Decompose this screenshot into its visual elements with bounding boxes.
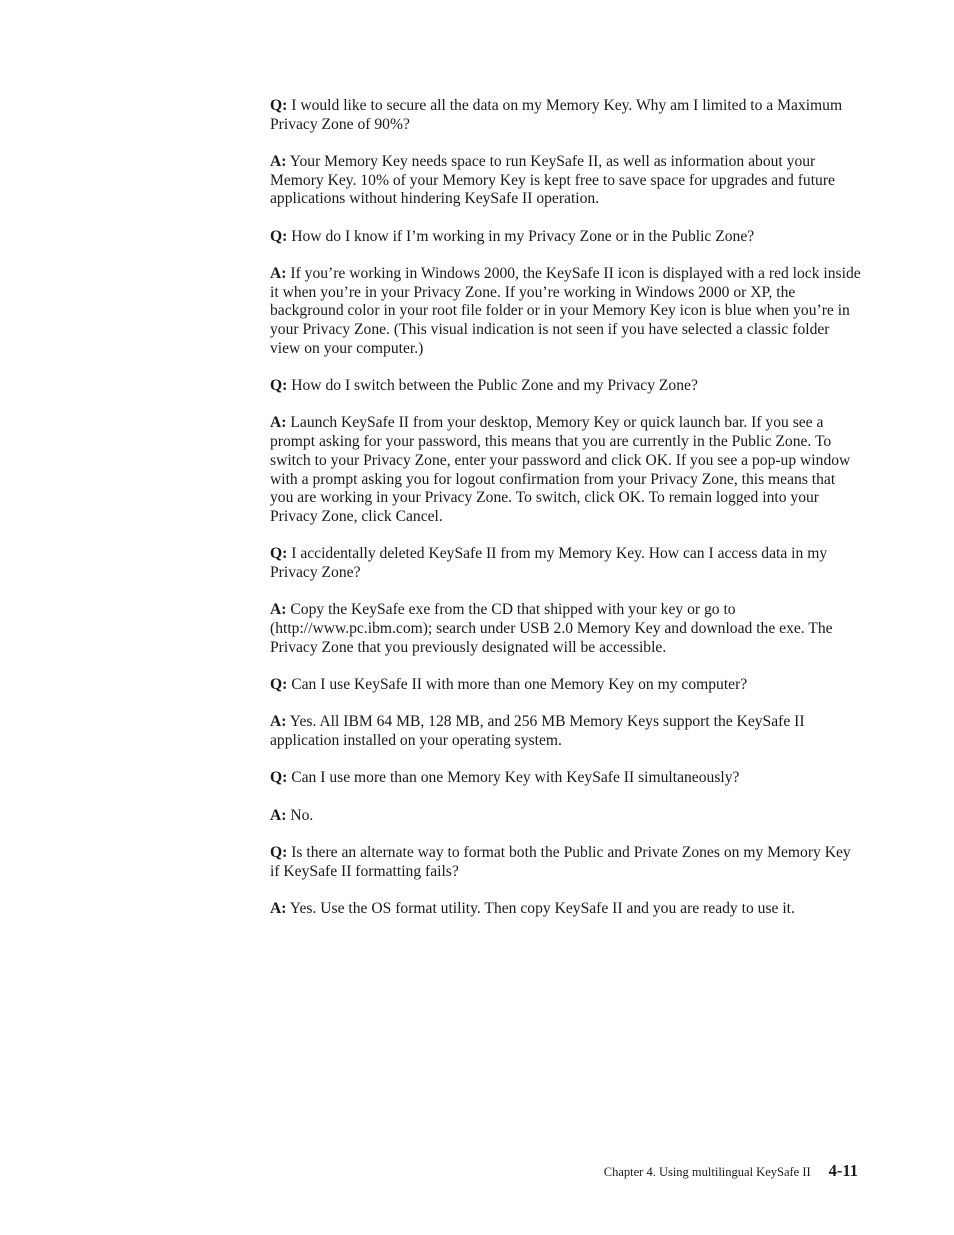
answer-text: Yes. All IBM 64 MB, 128 MB, and 256 MB Memory Keys support the KeySafe II application installed on your operating system.	[270, 713, 805, 749]
faq-question	[270, 228, 862, 247]
faq-question	[270, 545, 862, 582]
footer-chapter-title: Chapter 4. Using multilingual KeySafe II	[603, 1165, 811, 1179]
answer-text: If you’re working in Windows 2000, the KeySafe II icon is displayed with a red lock inside it when you’re in your Privacy Zone. If you’re working in Windows 2000 or XP, the background color in your root file folder or in your Memory Key icon is blue when you’re in your Privacy Zone. (This visual indication is not seen if you have selected a classic folder view on your computer.)	[270, 265, 861, 357]
faq-answer	[270, 153, 862, 209]
answer-label: A:	[270, 806, 287, 824]
answer-label: A:	[270, 601, 287, 619]
faq-answer	[270, 900, 862, 919]
faq-content	[270, 97, 862, 937]
question-label: Q:	[270, 545, 288, 563]
faq-answer	[270, 414, 862, 526]
answer-text: Launch KeySafe II from your desktop, Memory Key or quick launch bar. If you see a prompt asking for your password, this means that you are currently in the Public Zone. To switch to your Privacy Zone, enter your password and click OK. If you see a pop-up window with a prompt asking you for logout confirmation from your Privacy Zone, this means that you are working in your Privacy Zone. To switch, click OK. To remain logged into your Privacy Zone, click Cancel.	[270, 414, 851, 525]
answer-label: A:	[270, 265, 287, 282]
question-text: I would like to secure all the data on my Memory Key. Why am I limited to a Maximum Privacy Zone of 90%?	[270, 97, 843, 133]
page-footer	[604, 1161, 858, 1181]
page-number: 4-11	[828, 1161, 858, 1180]
faq-question	[270, 769, 862, 788]
faq-question	[270, 844, 862, 881]
question-text: How do I switch between the Public Zone and my Privacy Zone?	[291, 377, 698, 395]
question-text: Can I use KeySafe II with more than one Memory Key on my computer?	[291, 675, 748, 693]
question-label: Q:	[270, 769, 288, 787]
question-label: Q:	[270, 377, 288, 395]
answer-label: A:	[270, 414, 287, 432]
faq-answer	[270, 807, 862, 826]
question-text: Is there an alternate way to format both the Public and Private Zones on my Memory Key if KeySafe II formatting fails?	[270, 843, 851, 880]
answer-label: A:	[270, 899, 287, 917]
answer-text: No.	[290, 806, 314, 824]
faq-question	[270, 97, 862, 134]
faq-answer	[270, 265, 862, 359]
question-label: Q:	[270, 97, 288, 114]
answer-text: Yes. Use the OS format utility. Then copy KeySafe II and you are ready to use it.	[289, 899, 795, 917]
question-text: How do I know if I’m working in my Privacy Zone or in the Public Zone?	[291, 227, 755, 245]
faq-answer	[270, 713, 862, 750]
question-label: Q:	[270, 843, 288, 861]
faq-question	[270, 377, 862, 396]
question-label: Q:	[270, 227, 288, 245]
question-text: Can I use more than one Memory Key with KeySafe II simultaneously?	[291, 769, 740, 787]
answer-label: A:	[270, 153, 287, 170]
answer-text: Copy the KeySafe exe from the CD that shipped with your key or go to (http://www.pc.ibm.com); search under USB 2.0 Memory Key and download the exe. The Privacy Zone that you previously designated will be accessible.	[270, 601, 833, 656]
answer-text: Your Memory Key needs space to run KeySafe II, as well as information about your Memory Key. 10% of your Memory Key is kept free to save space for upgrades and future applications without hindering KeySafe II operation.	[270, 153, 835, 208]
question-text: I accidentally deleted KeySafe II from my Memory Key. How can I access data in my Privacy Zone?	[270, 545, 828, 581]
faq-answer	[270, 601, 862, 657]
faq-question	[270, 676, 862, 695]
answer-label: A:	[270, 713, 287, 731]
question-label: Q:	[270, 675, 288, 693]
